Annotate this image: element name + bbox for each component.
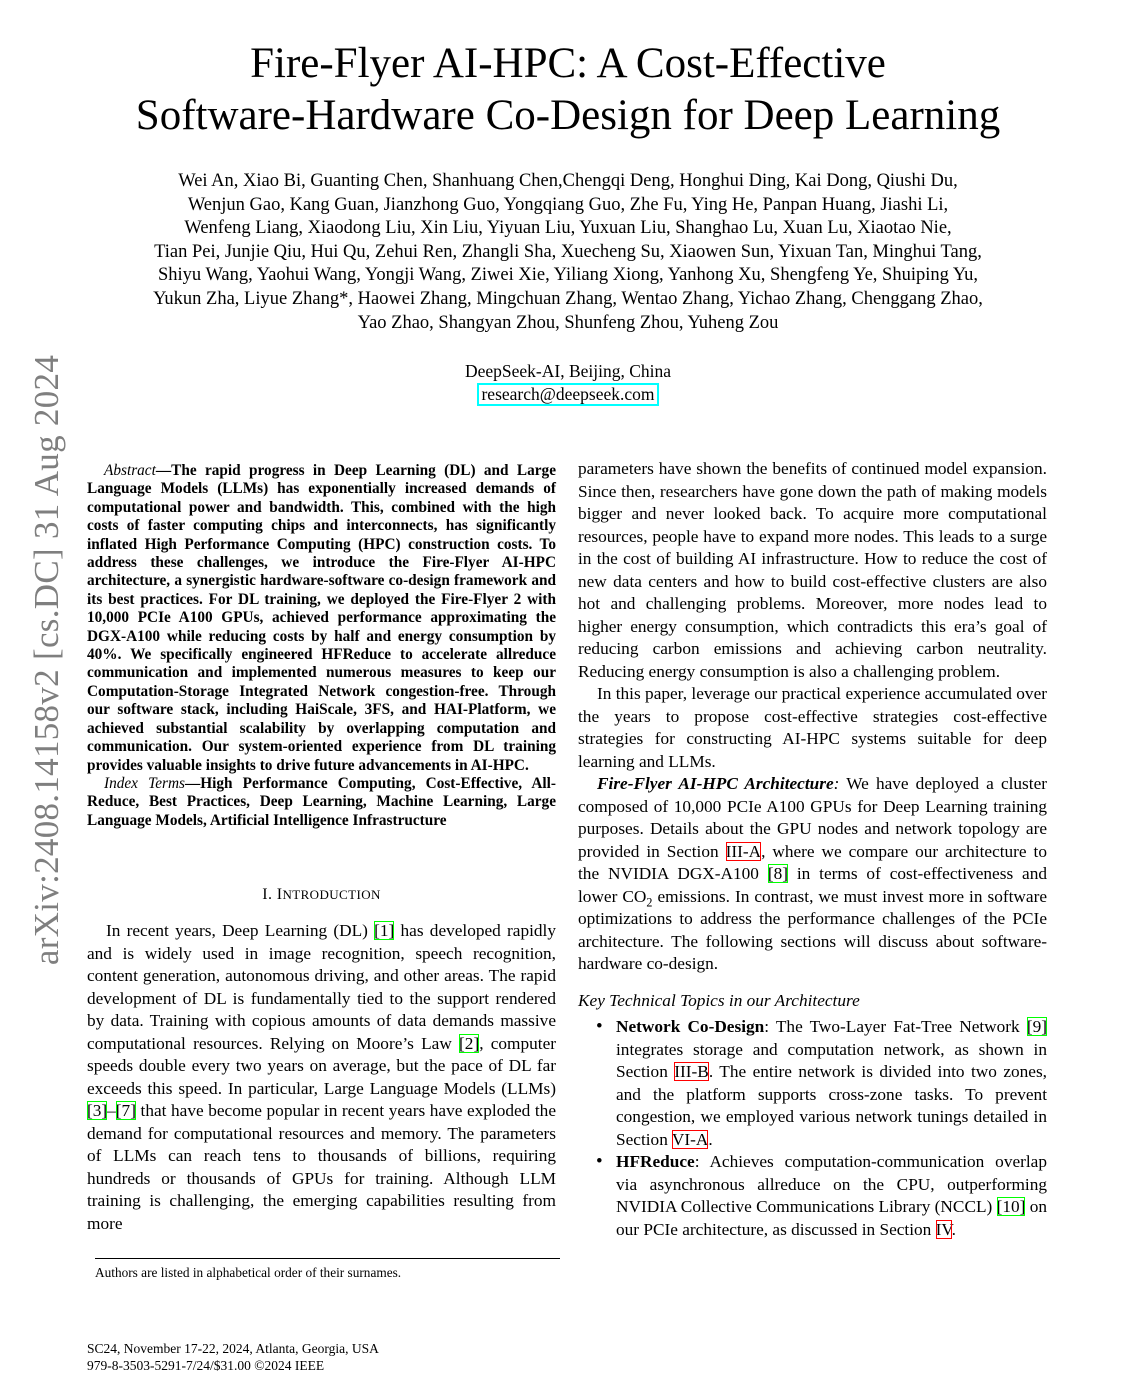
subscript: 2 bbox=[646, 894, 653, 909]
architecture-label: Fire-Flyer AI-HPC Architecture bbox=[597, 774, 834, 793]
author-line: Wei An, Xiao Bi, Guanting Chen, Shanhuang Chen,Chengqi Deng, Honghui Ding, Kai Dong, Qiushi Du, bbox=[178, 171, 958, 191]
author-line: Wenfeng Liang, Xiaodong Liu, Xin Liu, Yiyuan Liu, Yuxuan Liu, Shanghao Lu, Xuan Lu, Xiaotao Nie, bbox=[184, 218, 952, 239]
title-line-2: Software-Hardware Co-Design for Deep Learning bbox=[135, 92, 1001, 139]
section-reference-link[interactable]: III-B bbox=[674, 1062, 709, 1081]
text-run: has developed rapidly and is widely used in image recognition, speech recognition, content generation, autonomous driving, and other areas. The rapid development of DL is fundamentally tied to the support rendered by data. Training with copious amounts of data demands massive computational resources. Relying on Moore’s Law bbox=[87, 921, 557, 1053]
text-run: In recent years, Deep Learning (DL) bbox=[106, 921, 375, 940]
text-run: . bbox=[951, 1219, 956, 1239]
section-reference-link[interactable]: VI-A bbox=[671, 1129, 709, 1149]
list-item bbox=[616, 1151, 1047, 1241]
section-number: I. bbox=[262, 886, 277, 903]
abstract-paragraph bbox=[87, 462, 556, 775]
text-run: , where we compare our architecture to the NVIDIA DGX-A100 bbox=[578, 841, 1048, 883]
right-column-text bbox=[578, 458, 1047, 1241]
affiliation: DeepSeek-AI, Beijing, China bbox=[464, 361, 672, 381]
text-run: , computer speeds double every two years on average, but the pace of DL far exceeds this speed. In particular, Large Language Models (LLMs) bbox=[87, 1033, 556, 1098]
text-run: : Achieves computation-communication overlap via asynchronous allreduce on the CPU, outperforming NVIDIA Collective Communications Library (NCCL) bbox=[616, 1152, 1047, 1216]
index-terms-text: —High Performance Computing, Cost-Effective, All-Reduce, Best Practices, Deep Learning, Machine Learning, Large Language Models, Artificial Intelligence Infrastructure bbox=[87, 774, 556, 829]
citation-link[interactable]: [8] bbox=[767, 864, 788, 883]
section-heading-introduction bbox=[87, 886, 556, 904]
paper-title bbox=[80, 38, 1056, 142]
continuation-paragraph: parameters have shown the benefits of continued model expansion. Since then, researchers have gone down the path of making models bigger and never looked back. To acquire more computational resources, people have to expand more nodes. This leads to a surge in the cost of building AI infrastructure. How to reduce the cost of new data centers and how to build cost-effective clusters are also hot and challenging problems. Moreover, more nodes lead to higher energy consumption, which contradicts this era’s goal of reducing carbon emissions and achieving carbon neutrality. Reducing energy consumption is also a challenging problem. bbox=[578, 459, 1047, 681]
paper-purpose-paragraph: In this paper, leverage our practical experience accumulated over the years to propose cost-effective strategies cost-effective strategies for constructing AI-HPC systems suitable for deep learning and LLMs. bbox=[578, 684, 1047, 771]
text-run: that have become popular in recent years have exploded the demand for computational resources and memory. The parameters of LLMs can reach tens to thousands of billions, requiring hundreds or thousands of GPUs for training. Although LLM training is challenging, the emerging capabilities resulting from more bbox=[87, 1101, 556, 1233]
citation-link[interactable]: [10] bbox=[996, 1197, 1026, 1216]
abstract-text: —The rapid progress in Deep Learning (DL) and Large Language Models (LLMs) has exponentially increased demands of computational power and bandwidth. This, combined with the high costs of faster computing chips and interconnects, has significantly inflated High Performance Computing (HPC) construction costs. To address these challenges, we introduce the Fire-Flyer AI-HPC architecture, a synergistic hardware-software co-design framework and its best practices. For DL training, we deployed the Fire-Flyer 2 with 10,000 PCIe A100 GPUs, achieved performance approximating the DGX-A100 while reducing costs by half and energy consumption by 40%. We specifically engineered HFReduce to accelerate allreduce communication and implemented numerous measures to keep our Computation-Storage Integrated Network congestion-free. Through our software stack, including HaiScale, 3FS, and HAI-Platform, we achieved substantial scalability by overlapping computation and communication. Our system-oriented experience from DL training provides valuable insights to drive future advancements in AI-HPC. bbox=[87, 462, 556, 774]
text-run: . bbox=[708, 1129, 713, 1149]
email-link[interactable]: research@deepseek.com bbox=[477, 383, 658, 406]
text-run: integrates storage and computation network, as shown in Section bbox=[616, 1039, 1047, 1081]
conference-info bbox=[87, 1341, 607, 1374]
subsection-heading: Key Technical Topics in our Architecture bbox=[578, 990, 860, 1010]
text-run: We have deployed a cluster composed of 10,000 PCIe A100 GPUs for Deep Learning training purposes. Details about the GPU nodes and network topology are provided in Section bbox=[578, 774, 1048, 861]
arxiv-identifier-stamp bbox=[24, 330, 70, 990]
text-run: : The Two-Layer Fat-Tree Network bbox=[764, 1017, 1027, 1036]
author-list bbox=[80, 170, 1056, 335]
citation-link[interactable]: [1] bbox=[374, 921, 395, 940]
copyright-line: 979-8-3503-5291-7/24/$31.00 ©2024 IEEE bbox=[87, 1357, 325, 1373]
section-title-first-letter: I bbox=[276, 886, 283, 903]
text-run: emissions. In contrast, we must invest more in software optimizations to address the performance challenges of the PCIe architecture. The following sections will discuss about software-hardware co-design. bbox=[578, 886, 1047, 973]
footnote: Authors are listed in alphabetical order of their surnames. bbox=[95, 1265, 402, 1280]
bullet-label: HFReduce bbox=[616, 1152, 695, 1171]
intro-paragraph bbox=[87, 920, 556, 1235]
section-reference-link[interactable]: III-A bbox=[725, 841, 762, 861]
author-line: Shiyu Wang, Yaohui Wang, Yongji Wang, Ziwei Xie, Yiliang Xiong, Yanhong Xu, Shengfeng Ye, Shuiping Yu, bbox=[157, 265, 979, 286]
arxiv-identifier-text: arXiv:2408.14158v2 [cs.DC] 31 Aug 2024 bbox=[27, 354, 66, 966]
introduction-text bbox=[87, 920, 556, 1235]
author-line: Tian Pei, Junjie Qiu, Hui Qu, Zehui Ren, Zhangli Sha, Xuecheng Su, Xiaowen Sun, Yixuan Tan, Minghui Tang, bbox=[154, 241, 982, 262]
text-run: – bbox=[107, 1101, 116, 1120]
section-reference-link[interactable]: IV bbox=[935, 1219, 952, 1239]
index-terms-paragraph bbox=[87, 775, 556, 830]
author-line: Yao Zhao, Shangyan Zhou, Shunfeng Zhou, Yuheng Zou bbox=[357, 312, 779, 333]
conference-line: SC24, November 17-22, 2024, Atlanta, Georgia, USA bbox=[87, 1341, 379, 1356]
citation-link[interactable]: [9] bbox=[1026, 1017, 1047, 1036]
citation-link[interactable]: [2] bbox=[459, 1033, 480, 1053]
text-run: : bbox=[833, 774, 840, 793]
text-run: in terms of cost-effectiveness and lower CO bbox=[578, 864, 1047, 906]
footnote-divider bbox=[95, 1258, 560, 1259]
architecture-paragraph bbox=[578, 773, 1047, 976]
text-run: on our PCIe architecture, as discussed in Section bbox=[616, 1197, 1048, 1239]
index-terms-label: Index Terms bbox=[104, 774, 185, 792]
citation-link[interactable]: [3] bbox=[87, 1101, 108, 1120]
abstract-block bbox=[87, 462, 556, 830]
bullet-label: Network Co-Design bbox=[616, 1017, 765, 1036]
list-item bbox=[616, 1016, 1047, 1151]
abstract-label: Abstract bbox=[104, 462, 156, 479]
title-line-1: Fire-Flyer AI-HPC: A Cost-Effective bbox=[250, 40, 886, 87]
key-topics-list bbox=[578, 1016, 1047, 1241]
author-line: Yukun Zha, Liyue Zhang*, Haowei Zhang, Mingchuan Zhang, Wentao Zhang, Yichao Zhang, Chenggang Zhao, bbox=[153, 288, 983, 309]
section-title-rest: NTRODUCTION bbox=[282, 887, 381, 902]
citation-link[interactable]: [7] bbox=[115, 1101, 136, 1120]
author-line: Wenjun Gao, Kang Guan, Jianzhong Guo, Yongqiang Guo, Zhe Fu, Ying He, Panpan Huang, Jiashi Li, bbox=[187, 194, 949, 215]
affiliation-block bbox=[80, 360, 1056, 406]
text-run: . The entire network is divided into two zones, and the platform supports cross-zone tasks. To prevent congestion, we employed various network tunings detailed in Section bbox=[616, 1062, 1047, 1149]
